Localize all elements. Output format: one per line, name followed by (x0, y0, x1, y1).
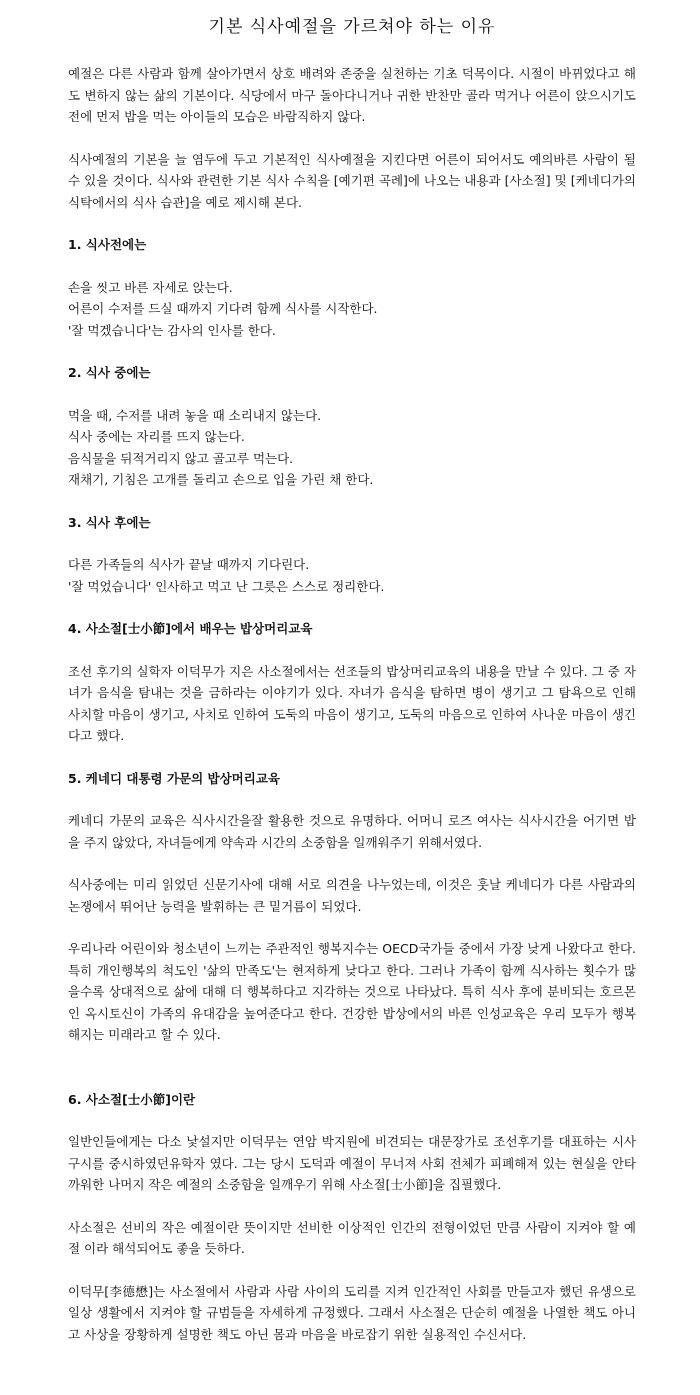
body-paragraph: 일반인들에게는 다소 낯설지만 이덕무는 연암 박지원에 비견되는 대문장가로 조선후기를 대표하는 시사구시를 중시하였던유학자 였다. 그는 당시 도덕과 예절이 무너져 사회 전체가 피폐해져 있는 현실을 안타까워한 나머지 작은 예절의 소중함을 일깨우기 위해 사소절[士小節]을 집필했다. (68, 1134, 636, 1192)
document-title: 기본 식사예절을 가르쳐야 하는 이유 (208, 17, 496, 37)
rule-line: 재채기, 기침은 고개를 돌리고 손으로 입을 가린 채 한다. (68, 472, 374, 487)
intro-paragraph: 예절은 다른 사람과 함께 살아가면서 상호 배려와 존중을 실천하는 기초 덕목이다. 시절이 바뀌었다고 해도 변하지 않는 삶의 기본이다. 식당에서 마구 돌아다니거나 귀한 반찬만 골라 먹거나 어른이 앉으시기도 전에 먼저 밥을 먹는 아이들의 모습은 바람직하지 않다. (68, 66, 636, 124)
body-paragraph: 식사중에는 미리 읽었던 신문기사에 대해 서로 의견을 나누었는데, 이것은 훗날 케네디가 다른 사람과의 논쟁에서 뛰어난 능력을 발휘하는 큰 밑거름이 되었다. (68, 877, 636, 914)
rule-line: '잘 먹겠습니다'는 감사의 인사를 한다. (68, 322, 276, 338)
rule-line: 먹을 때, 수저를 내려 놓을 때 소리내지 않는다. (68, 407, 322, 423)
section-heading-before-meal: 1. 식사전에는 (68, 237, 147, 252)
rule-line: 식사 중에는 자리를 뜨지 않는다. (68, 429, 245, 444)
section-list-before-meal (68, 277, 636, 342)
rule-line: 다른 가족들의 식사가 끝날 때까지 기다린다. (68, 557, 310, 572)
body-paragraph: 케네디 가문의 교육은 식사시간을잘 활용한 것으로 유명하다. 어머니 로즈 여사는 식사시간을 어기면 밥을 주지 않았다, 자녀들에게 약속과 시간의 소중함을 일깨워주기 위해서였다. (68, 813, 636, 850)
rule-line: 음식물을 뒤적거리지 않고 골고루 먹는다. (68, 450, 294, 466)
rule-line: '잘 먹었습니다' 인사하고 먹고 난 그릇은 스스로 정리한다. (68, 578, 385, 594)
body-paragraph: 조선 후기의 실학자 이덕무가 지은 사소절에서는 선조들의 밥상머리교육의 내용을 만날 수 있다. 그 중 자녀가 음식을 탐내는 것을 금하라는 이야기가 있다. 자녀가 음식을 탐하면 병이 생기고 그 탐욕으로 인해 사치할 마음이 생기고, 사치로 인하여 도둑의 마음이 생기고, 도둑의 마음으로 인하여 사나운 마음이 생긴다고 했다. (68, 663, 636, 743)
body-paragraph: 이덕무[李德懋]는 사소절에서 사람과 사람 사이의 도리를 지켜 인간적인 사회를 만들고자 했던 유생으로 일상 생활에서 지켜야 할 규범들을 자세하게 규정했다. 그래서 사소절은 단순히 예절을 나열한 책도 아니고 사상을 장황하게 설명한 책도 아닌 몸과 마음을 바로잡기 위한 실용적인 수신서다. (68, 1283, 636, 1342)
rule-line: 손을 씻고 바른 자세로 앉는다. (68, 279, 233, 295)
section-list-after-meal (68, 554, 636, 597)
intro-paragraph: 식사예절의 기본을 늘 염두에 두고 기본적인 식사예절을 지킨다면 어른이 되어서도 예의바른 사람이 될 수 있을 것이다. 식사와 관련한 기본 식사 수칙을 [예기편 곡례]에 나오는 내용과 [사소절] 및 [케네디가의 식탁에서의 식사 습관]을 예로 제시해 본다. (68, 151, 636, 210)
section-heading-after-meal: 3. 식사 후에는 (68, 514, 151, 530)
body-paragraph: 사소절은 선비의 작은 예절이란 뜻이지만 선비한 이상적인 인간의 전형이었던 만큼 사람이 지켜야 할 예절 이라 해석되어도 좋을 듯하다. (68, 1219, 636, 1256)
section-list-during-meal (68, 405, 636, 491)
body-paragraph: 우리나라 어린이와 청소년이 느끼는 주관적인 행복지수는 OECD국가들 중에서 가장 낮게 나왔다고 한다. 특히 개인행복의 척도인 '삶의 만족도'는 현저하게 낮다고 한다. 그러나 가족이 함께 식사하는 횟수가 많을수록 상대적으로 삶에 대해 더 행복하다고 지각하는 것으로 나타났다. 특히 식사 후에 분비되는 호르몬인 옥시토신이 가족의 유대감을 높여준다고 한다. 건강한 밥상에서의 바른 인성교육은 우리 모두가 행복해지는 미래라고 할 수 있다. (68, 941, 636, 1042)
rule-line: 어른이 수저를 드실 때까지 기다려 함께 식사를 시작한다. (68, 301, 378, 316)
section-spacer (68, 1067, 636, 1089)
section-heading-sasojeol-education: 4. 사소절[士小節]에서 배우는 밥상머리교육 (68, 621, 313, 636)
section-heading-during-meal: 2. 식사 중에는 (68, 365, 151, 380)
section-heading-what-is-sasojeol: 6. 사소절[士小節]이란 (68, 1091, 196, 1107)
section-heading-kennedy-education: 5. 케네디 대통령 가문의 밥상머리교육 (68, 770, 280, 786)
